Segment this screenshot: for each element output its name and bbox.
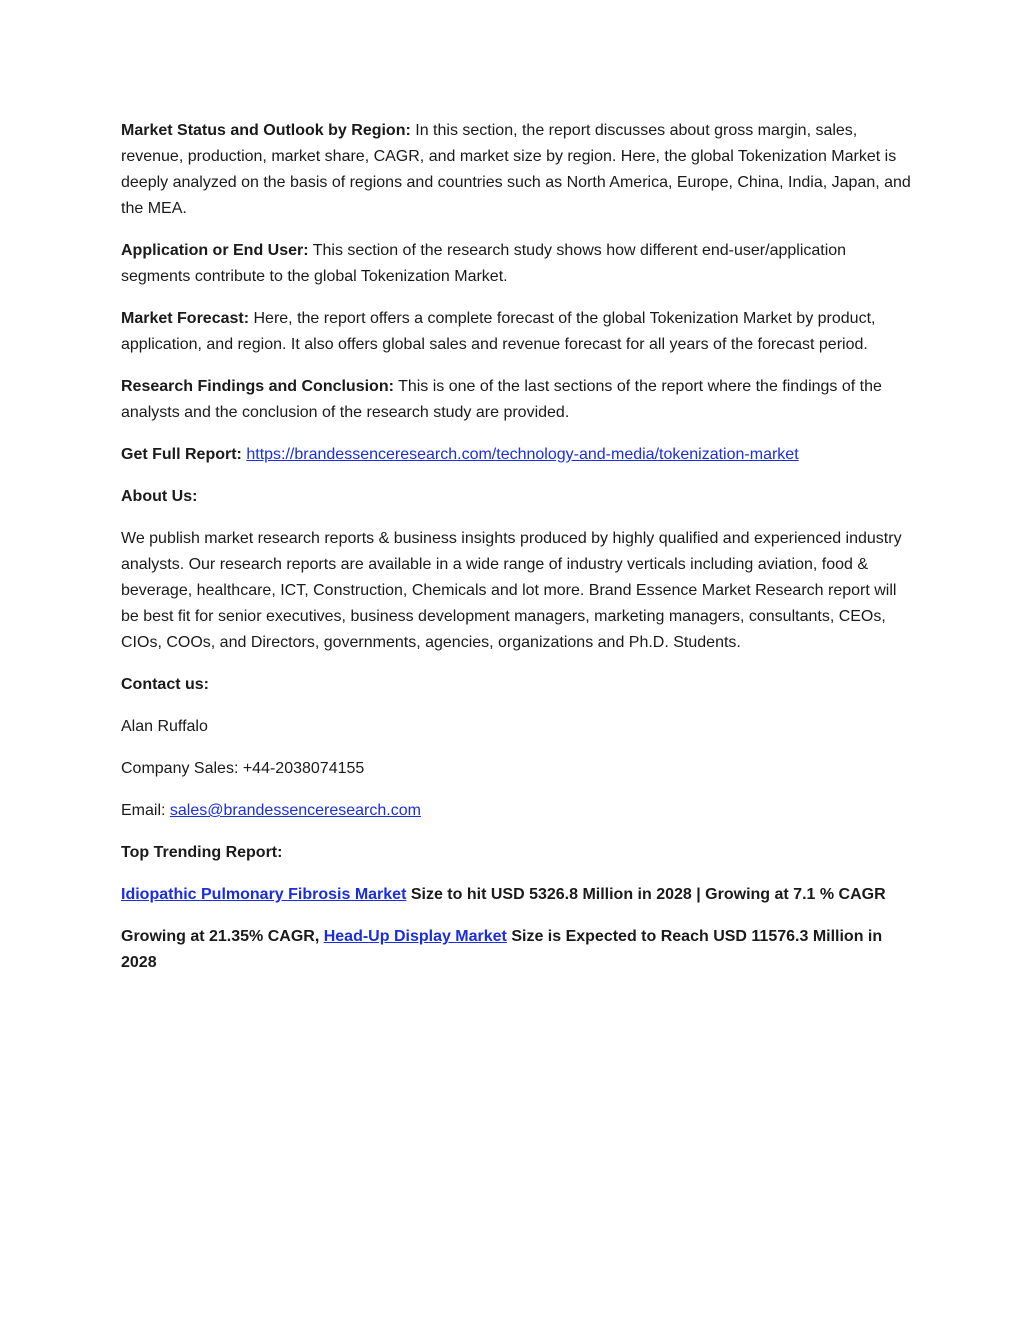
trending-item-2-text: Size is Expected to Reach USD 11576.3 Million in 2028 xyxy=(121,928,883,971)
market-status-body: In this section, the report discusses about gross margin, sales, revenue, production, market share, CAGR, and market size by region. Here, the global Tokenization Market is deeply analyzed on the basis of regions and countries such as North America, Europe, China, India, Japan, and the MEA. xyxy=(121,122,911,217)
market-status-heading: Market Status and Outlook by Region: xyxy=(121,122,411,139)
document-page xyxy=(121,118,911,992)
application-heading: Application or End User: xyxy=(121,242,309,259)
contact-sales: Company Sales: +44-2038074155 xyxy=(121,760,365,777)
application-body: This section of the research study shows how different end-user/application segments contribute to the global Tokenization Market. xyxy=(121,242,847,285)
findings-paragraph xyxy=(121,374,911,426)
contact-name: Alan Ruffalo xyxy=(121,718,208,735)
findings-body: This is one of the last sections of the report where the findings of the analysts and the conclusion of the research study are provided. xyxy=(121,378,882,421)
application-paragraph xyxy=(121,238,911,290)
about-heading: About Us: xyxy=(121,488,198,505)
full-report-heading: Get Full Report: xyxy=(121,446,242,463)
trending-item-1-link[interactable]: Idiopathic Pulmonary Fibrosis Market xyxy=(121,886,407,903)
contact-email-paragraph xyxy=(121,798,911,824)
forecast-body: Here, the report offers a complete forecast of the global Tokenization Market by product, application, and region. It also offers global sales and revenue forecast for all years of the forecast period. xyxy=(121,310,876,353)
about-body: We publish market research reports & business insights produced by highly qualified and experienced industry analysts. Our research reports are available in a wide range of industry verticals including aviation, food & beverage, healthcare, ICT, Construction, Chemicals and lot more. Brand Essence Market Research report will be best fit for senior executives, business development managers, marketing managers, consultants, CEOs, CIOs, COOs, and Directors, governments, agencies, organizations and Ph.D. Students. xyxy=(121,530,902,651)
email-link[interactable]: sales@brandessenceresearch.com xyxy=(169,802,421,819)
trending-heading: Top Trending Report: xyxy=(121,844,283,861)
full-report-link[interactable]: https://brandessenceresearch.com/technology-and-media/tokenization-market xyxy=(246,446,799,463)
market-status-paragraph xyxy=(121,118,911,222)
findings-heading: Research Findings and Conclusion: xyxy=(121,378,394,395)
trending-item-2 xyxy=(121,924,911,976)
full-report-paragraph xyxy=(121,442,911,468)
trending-item-1 xyxy=(121,882,911,908)
contact-heading: Contact us: xyxy=(121,676,209,693)
forecast-heading: Market Forecast: xyxy=(121,310,250,327)
trending-item-2-prefix: Growing at 21.35% CAGR, xyxy=(121,928,324,945)
email-label: Email: xyxy=(121,802,170,819)
trending-item-2-link[interactable]: Head-Up Display Market xyxy=(323,928,507,945)
trending-item-1-text: Size to hit USD 5326.8 Million in 2028 | Growing at 7.1 % CAGR xyxy=(406,886,886,903)
forecast-paragraph xyxy=(121,306,911,358)
